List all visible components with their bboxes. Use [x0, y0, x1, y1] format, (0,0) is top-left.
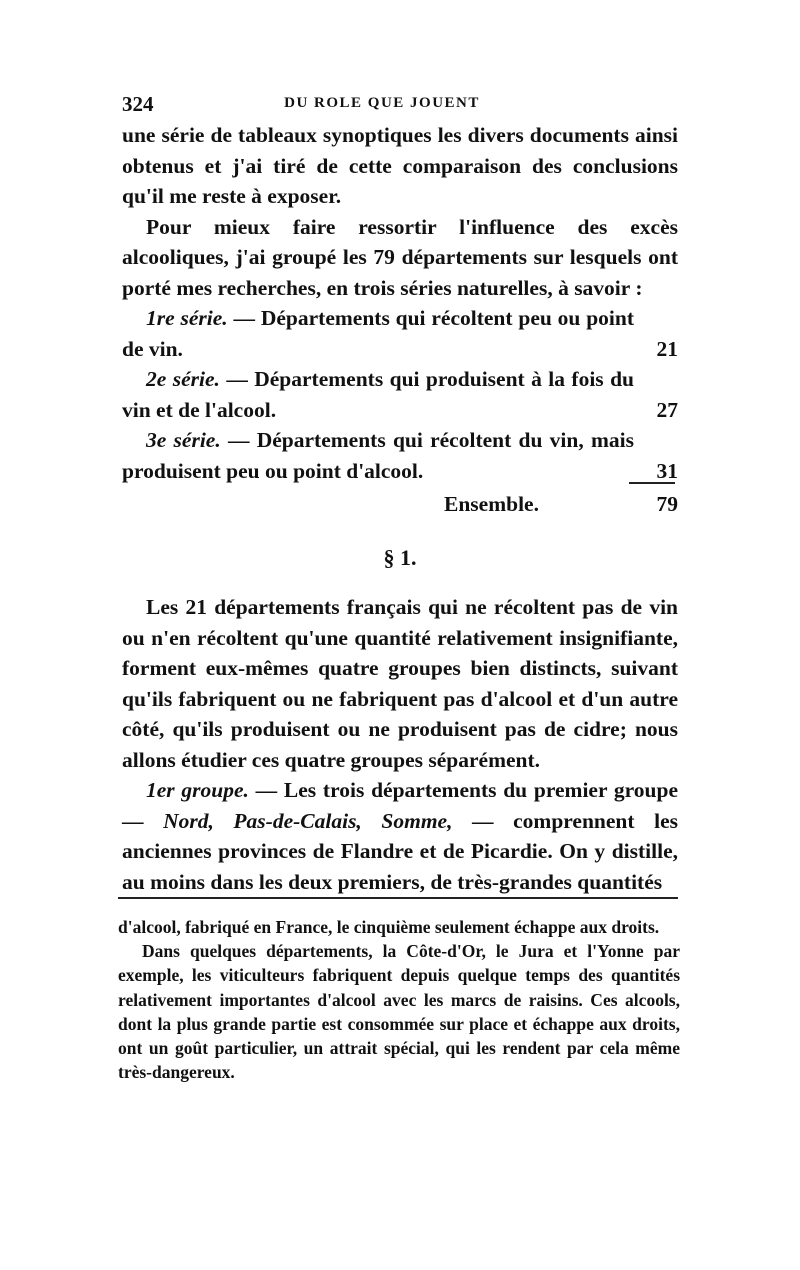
series-text: — Départements qui produisent à la fois du vin et de l'alcool.: [122, 367, 635, 422]
section-text: [122, 592, 678, 897]
footnote-divider: [118, 897, 678, 899]
page-number: 324: [122, 92, 154, 116]
footnotes: [118, 915, 680, 1084]
groupe-text: — comprennent les anciennes provinces de Flandre et de Picardie. On y distille, au moins dans les deux premiers, de très-grandes quantités: [122, 808, 679, 894]
groupe-label: 1er groupe.: [146, 778, 249, 802]
series-entry-2: [122, 364, 678, 425]
paragraph: une série de tableaux synoptiques les divers documents ainsi obtenus et j'ai tiré de cette comparaison des conclusions qu'il me reste à exposer.: [122, 123, 678, 208]
footnote-paragraph: Dans quelques départements, la Côte-d'Or, le Jura et l'Yonne par exemple, les viticulteurs fabriquent depuis quelque temps des quantités relativement importantes d'alcool avec les marcs de raisins. Ces alcools, dont la plus grande partie est consommée sur place et échappe aux droits, ont un goût particulier, un attrait spécial, qui les rendent par cela même très-dangereux.: [118, 941, 680, 1083]
paragraph: Pour mieux faire ressortir l'influence des excès alcooliques, j'ai groupé les 79 départements sur lesquels ont porté mes recherches, en trois séries naturelles, à savoir :: [122, 214, 678, 300]
footnote-paragraph: d'alcool, fabriqué en France, le cinquième seulement échappe aux droits.: [118, 917, 660, 937]
total-row: [122, 492, 678, 522]
running-title: DU ROLE QUE JOUENT: [284, 95, 480, 111]
page-header: [122, 92, 682, 118]
series-text: — Départements qui récoltent peu ou point de vin.: [122, 306, 635, 361]
series-count: 31: [656, 458, 678, 483]
groupe-names: Nord, Pas-de-Calais, Somme,: [163, 808, 453, 833]
series-entry-3: [122, 425, 678, 486]
series-label: 3e série.: [146, 428, 221, 452]
total-value: 79: [656, 492, 678, 516]
series-count: 21: [656, 336, 678, 361]
series-label: 1re série.: [146, 306, 228, 330]
paragraph: Les 21 départements français qui ne récoltent pas de vin ou n'en récoltent qu'une quantité relativement insignifiante, forment eux-mêmes quatre groupes bien distincts, suivant qu'ils fabriquent ou ne fabriquent pas d'alcool et d'un autre côté, qu'ils produisent ou ne produisent pas de cidre; nous allons étudier ces quatre groupes séparément.: [122, 595, 678, 772]
series-text: — Départements qui récoltent du vin, mais produisent peu ou point d'alcool.: [122, 428, 634, 483]
series-count: 27: [656, 397, 678, 422]
total-label: Ensemble.: [444, 492, 539, 516]
section-heading: § 1.: [383, 545, 417, 570]
main-text: [122, 120, 678, 486]
sum-rule: [629, 482, 675, 484]
paragraph-groupe: [122, 775, 678, 897]
series-entry-1: [122, 303, 678, 364]
series-label: 2e série.: [146, 367, 220, 391]
groupe-text: — Les trois départements du premier groupe —: [122, 778, 678, 833]
